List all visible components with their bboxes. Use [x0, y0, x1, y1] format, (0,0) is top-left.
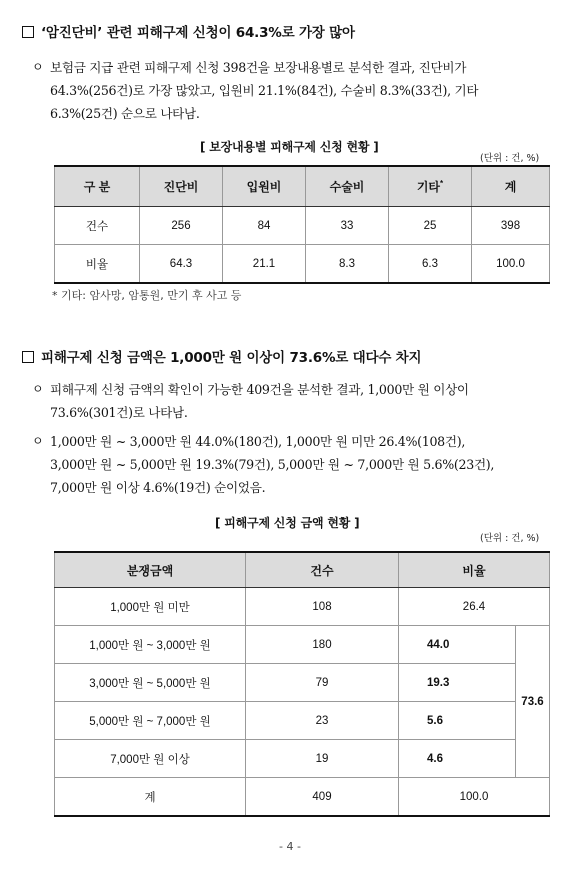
table-row — [55, 626, 550, 664]
section1-heading — [22, 21, 355, 41]
section1-heading-text: ‘암진단비’ 관련 피해구제 신청이 64.3%로 가장 많아 — [41, 25, 355, 41]
table-cell: 19.3 — [399, 664, 516, 702]
table-row — [55, 664, 550, 702]
table-cell: 84 — [223, 207, 306, 245]
table-cell: 5.6 — [399, 702, 516, 740]
col-header: 입원비 — [223, 166, 306, 207]
para-line: 3,000만 원 ~ 5,000만 원 19.3%(79건), 5,000만 원 ~ 7,000만 원 5.6%(23건), — [50, 457, 495, 472]
table-cell: 계 — [55, 778, 246, 817]
table1-caption: [ 보장내용별 피해구제 신청 현황 ] — [200, 140, 379, 154]
table-cell: 256 — [140, 207, 223, 245]
para-line: 7,000만 원 이상 4.6%(19건) 순이었음. — [50, 480, 266, 495]
table-total-row — [55, 778, 550, 817]
table2-unit: (단위 : 건, %) — [480, 533, 540, 544]
col-header: 비율 — [399, 552, 550, 588]
table-cell: 26.4 — [399, 588, 550, 626]
table-cell: 108 — [246, 588, 399, 626]
col-header-text: 기타 — [416, 180, 441, 194]
table-row — [55, 245, 550, 284]
table-cell: 8.3 — [306, 245, 389, 284]
col-header: 진단비 — [140, 166, 223, 207]
col-header — [389, 166, 472, 207]
table-cell: 1,000만 원 ~ 3,000만 원 — [55, 626, 246, 664]
table-cell: 180 — [246, 626, 399, 664]
para-line: 64.3%(256건)로 가장 많았고, 입원비 21.1%(84건), 수술비 8.3%(33건), 기타 — [50, 83, 479, 98]
bullet-icon: ㅇ — [32, 434, 44, 448]
table-cell: 3,000만 원 ~ 5,000만 원 — [55, 664, 246, 702]
table-cell: 64.3 — [140, 245, 223, 284]
page-number: - 4 - — [279, 840, 301, 853]
section2-heading-text: 피해구제 신청 금액은 1,000만 원 이상이 73.6%로 대다수 차지 — [41, 350, 422, 366]
section2-heading — [22, 346, 421, 366]
table-cell: 44.0 — [399, 626, 516, 664]
bullet-icon: ㅇ — [32, 382, 44, 396]
table-cell: 100.0 — [472, 245, 550, 284]
table1-unit: (단위 : 건, %) — [480, 153, 540, 164]
section2-paragraph-1 — [32, 378, 562, 424]
table-cell: 7,000만 원 이상 — [55, 740, 246, 778]
table-cell: 25 — [389, 207, 472, 245]
coverage-table — [54, 165, 550, 284]
group-total-cell: 73.6 — [516, 626, 550, 778]
col-header: 구 분 — [55, 166, 140, 207]
section1-paragraph — [32, 56, 562, 125]
table-cell: 23 — [246, 702, 399, 740]
table-header-row — [55, 166, 550, 207]
para-line: 보험금 지급 관련 피해구제 신청 398건을 보장내용별로 분석한 결과, 진단비가 — [50, 60, 467, 75]
table-row — [55, 588, 550, 626]
table-cell: 21.1 — [223, 245, 306, 284]
table-cell: 398 — [472, 207, 550, 245]
col-header: 건수 — [246, 552, 399, 588]
para-line: 6.3%(25건) 순으로 나타남. — [50, 106, 200, 121]
table-row — [55, 207, 550, 245]
table1-footnote: * 기타: 암사망, 암통원, 만기 후 사고 등 — [52, 289, 242, 302]
table-row — [55, 702, 550, 740]
table-header-row — [55, 552, 550, 588]
footnote-mark: * — [440, 179, 444, 188]
section2-paragraph-2 — [32, 430, 562, 499]
table-cell: 6.3 — [389, 245, 472, 284]
table-cell: 33 — [306, 207, 389, 245]
para-line: 피해구제 신청 금액의 확인이 가능한 409건을 분석한 결과, 1,000만 원 이상이 — [50, 382, 469, 397]
table-cell: 1,000만 원 미만 — [55, 588, 246, 626]
table-cell: 79 — [246, 664, 399, 702]
bullet-icon: ㅇ — [32, 60, 44, 74]
col-header: 수술비 — [306, 166, 389, 207]
table-cell: 409 — [246, 778, 399, 817]
amount-table — [54, 551, 550, 817]
table-cell: 5,000만 원 ~ 7,000만 원 — [55, 702, 246, 740]
para-line: 1,000만 원 ~ 3,000만 원 44.0%(180건), 1,000만 원 미만 26.4%(108건), — [50, 434, 466, 449]
table-row — [55, 740, 550, 778]
table-cell: 비율 — [55, 245, 140, 284]
para-line: 73.6%(301건)로 나타남. — [50, 405, 188, 420]
col-header: 계 — [472, 166, 550, 207]
checkbox-square-icon — [22, 351, 34, 363]
table-cell: 건수 — [55, 207, 140, 245]
checkbox-square-icon — [22, 26, 34, 38]
col-header: 분쟁금액 — [55, 552, 246, 588]
table2-caption: [ 피해구제 신청 금액 현황 ] — [215, 516, 360, 530]
table-cell: 4.6 — [399, 740, 516, 778]
table-cell: 100.0 — [399, 778, 550, 817]
table-cell: 19 — [246, 740, 399, 778]
